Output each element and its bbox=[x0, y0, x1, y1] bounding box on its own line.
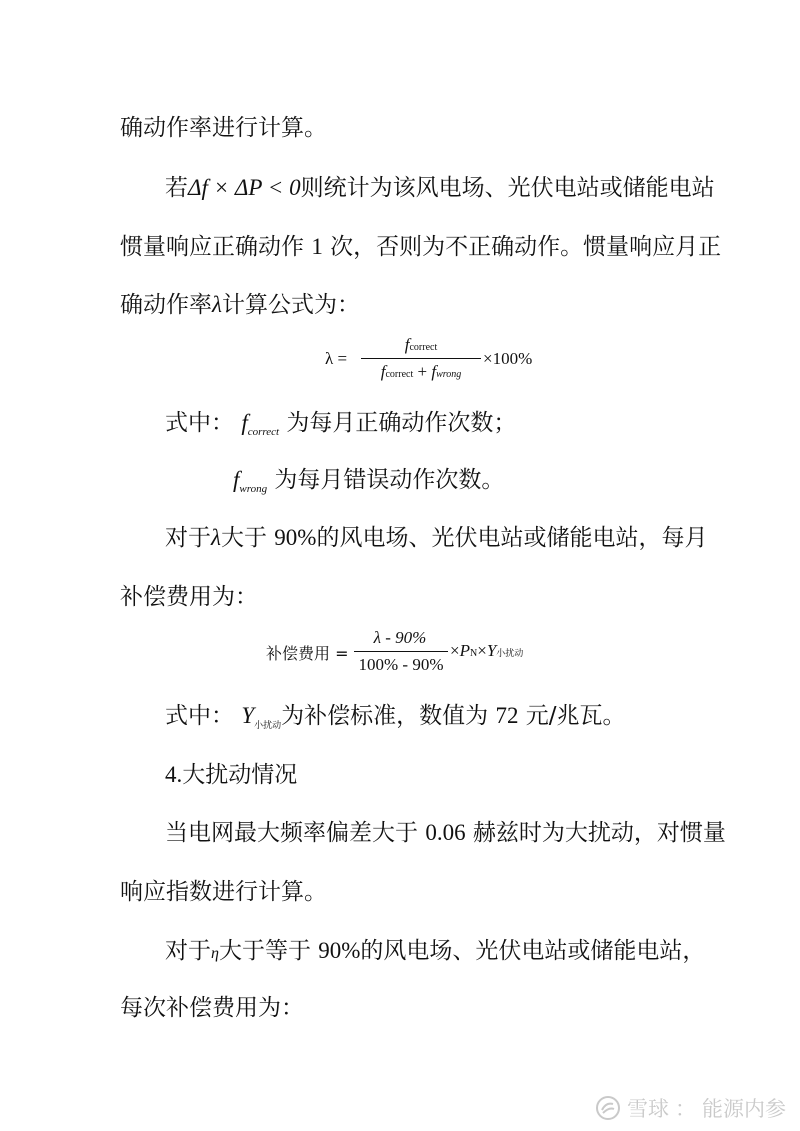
fraction-denominator: fcorrect + fwrong bbox=[380, 362, 462, 381]
definition-correct: 式中： $f_{correct}$ 为每月正确动作次数； bbox=[165, 410, 517, 438]
fraction-bar bbox=[354, 651, 448, 652]
snowball-logo-icon bbox=[595, 1095, 621, 1121]
text-line-9: 对于η大于等于 90%的风电场、光伏电站或储能电站， bbox=[165, 938, 706, 964]
section-heading: 4.大扰动情况 bbox=[165, 762, 298, 788]
fraction-numerator: λ - 90% bbox=[373, 628, 427, 647]
definition-standard: 式中： $Y_{小扰动}$为补偿标准，数值为 72 元/兆瓦。 bbox=[165, 703, 626, 731]
text-line-6: 补偿费用为： bbox=[120, 584, 258, 610]
text-line-2: 若Δf × ΔP < 0则统计为该风电场、光伏电站或储能电站 bbox=[165, 175, 715, 201]
watermark: 雪球 ： 能源内参 bbox=[595, 1093, 786, 1123]
watermark-brand: 雪球 bbox=[627, 1097, 669, 1121]
text-line-5: 对于λ大于 90%的风电场、光伏电站或储能电站，每月 bbox=[165, 525, 708, 551]
text-line-3: 惯量响应正确动作 1 次，否则为不正确动作。惯量响应月正 bbox=[120, 234, 722, 260]
delta-condition: Δf × ΔP < 0 bbox=[188, 175, 301, 200]
definition-wrong: $f_{wrong}$ 为每月错误动作次数。 bbox=[233, 467, 505, 495]
text-line-8: 响应指数进行计算。 bbox=[120, 879, 327, 905]
formula-lambda: λ = fcorrect fcorrect + fwrong ×100% bbox=[325, 335, 533, 381]
fraction-bar bbox=[361, 358, 481, 359]
text-line-10: 每次补偿费用为： bbox=[120, 995, 304, 1021]
fraction-denominator: 100% - 90% bbox=[358, 655, 444, 674]
watermark-author: 能源内参 bbox=[702, 1097, 786, 1121]
formula-compensation: 补偿费用 = λ - 90% 100% - 90% ×PN×Y小扰动 bbox=[266, 628, 524, 674]
fraction-numerator: fcorrect bbox=[404, 335, 438, 354]
text-line-1: 确动作率进行计算。 bbox=[120, 115, 327, 141]
text-line-4: 确动作率λ计算公式为： bbox=[120, 292, 360, 318]
text-line-7: 当电网最大频率偏差大于 0.06 赫兹时为大扰动，对惯量 bbox=[165, 820, 726, 846]
